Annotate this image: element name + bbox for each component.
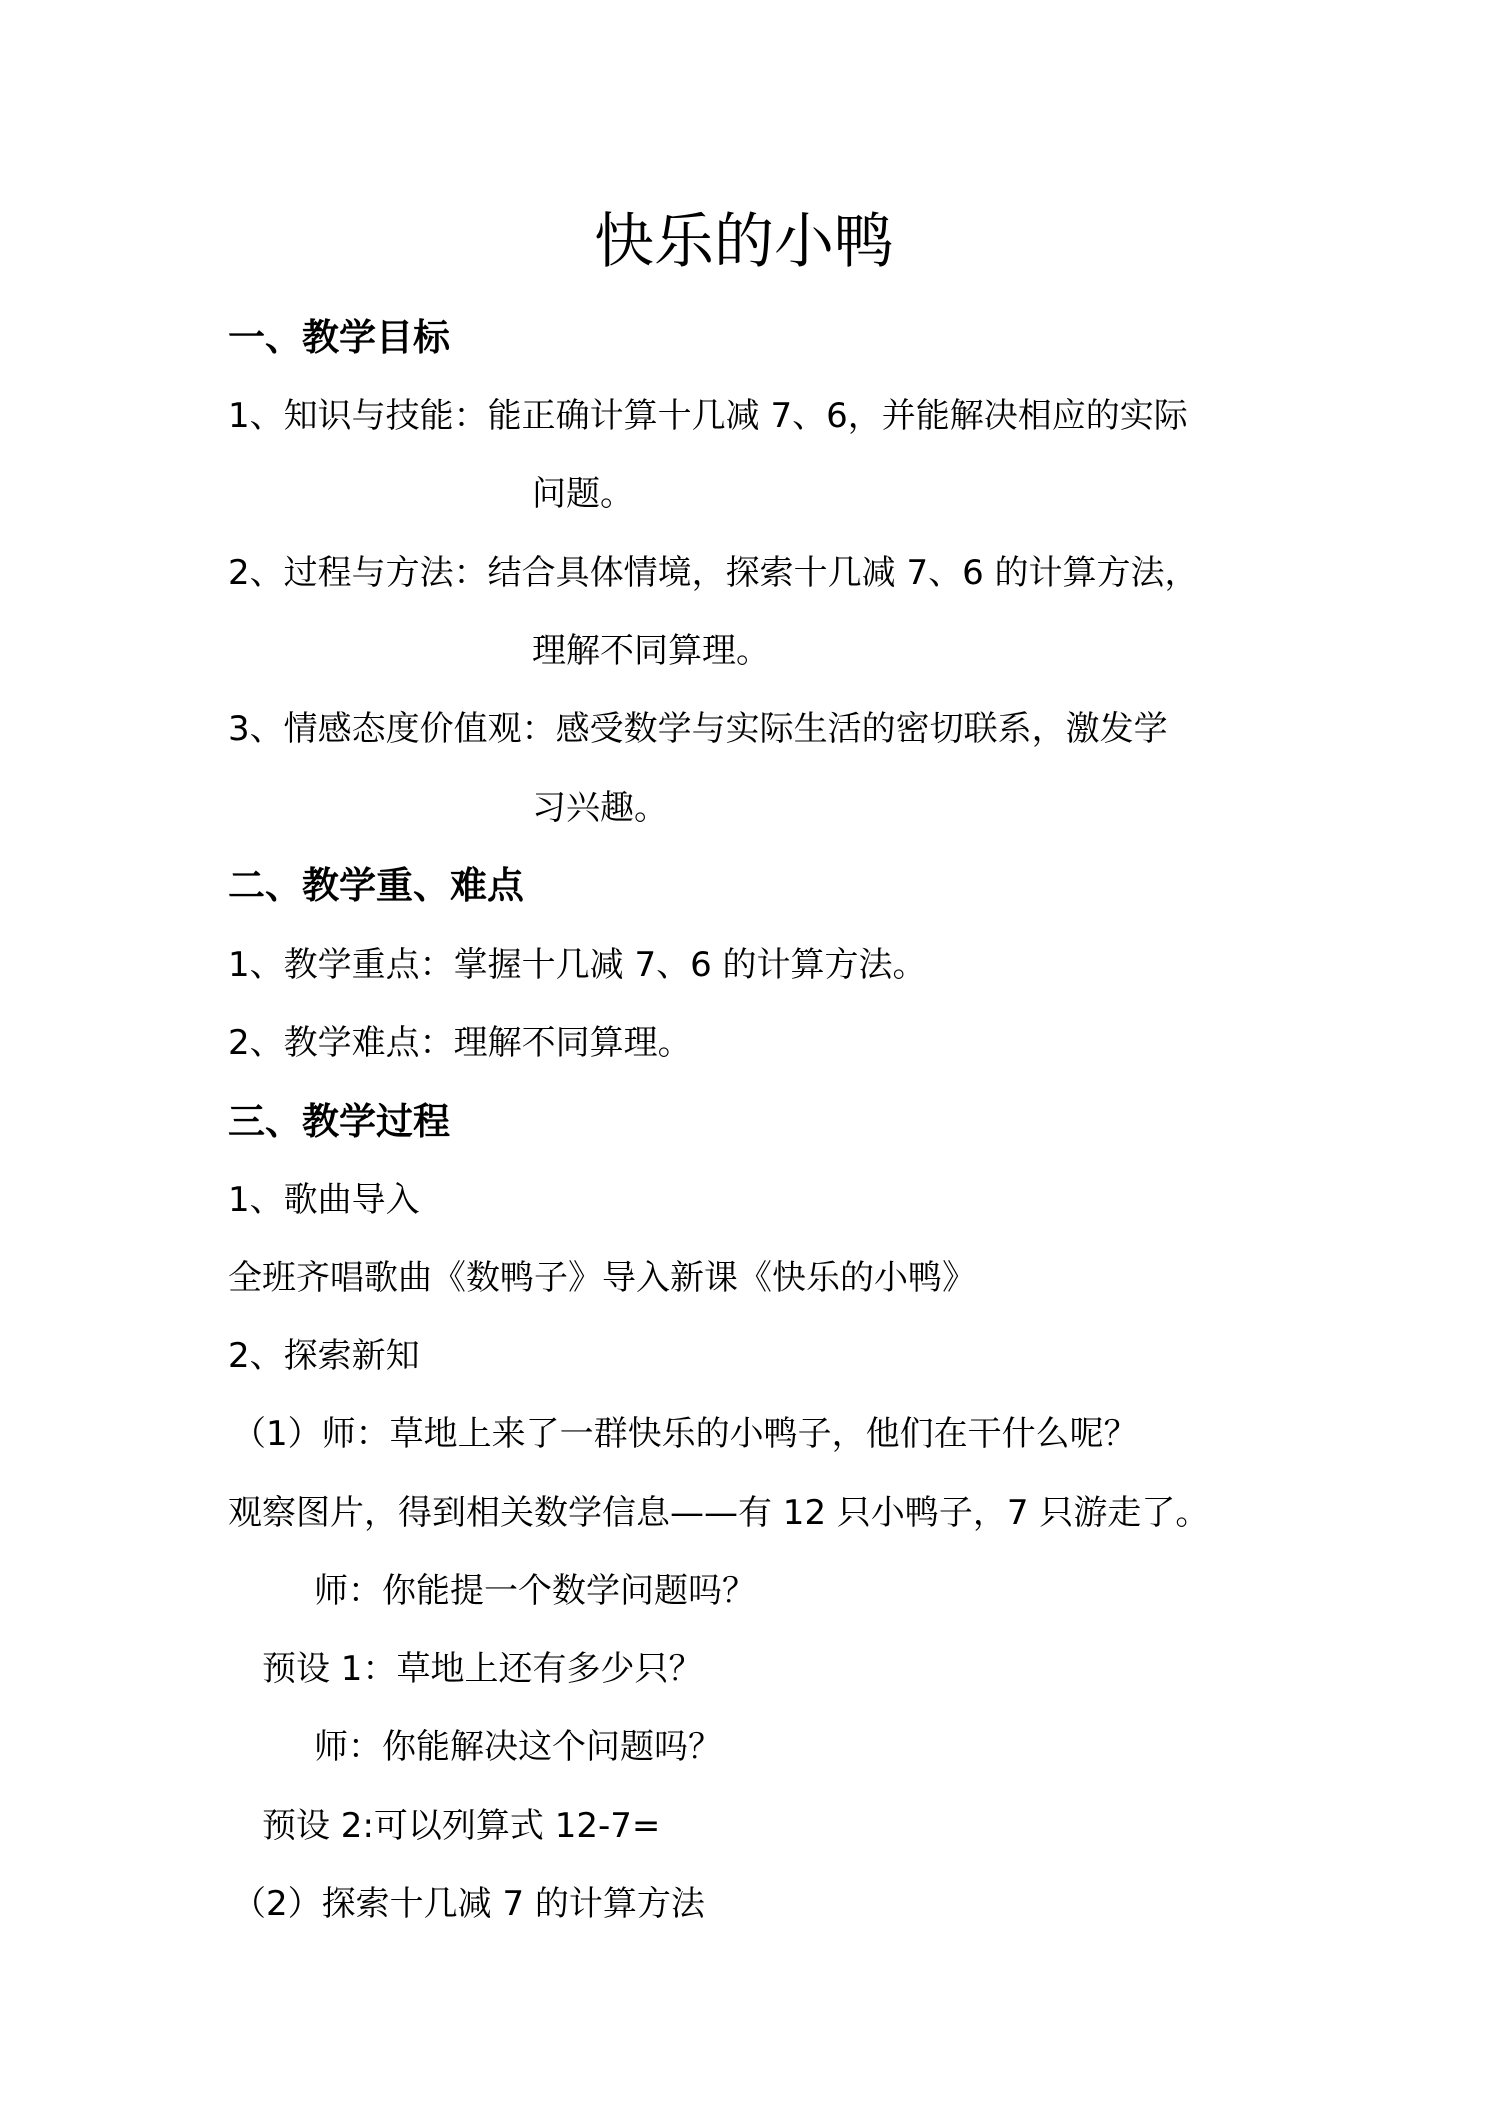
process-step-2-part-1: （1）师：草地上来了一群快乐的小鸭子，他们在干什么呢？ — [232, 1414, 1138, 1454]
preset-answer-1: 预设 1：草地上还有多少只？ — [262, 1649, 703, 1689]
objective-2-line-1: 2、过程与方法：结合具体情境，探索十几减 7、6 的计算方法， — [228, 553, 1199, 593]
section-heading-process: 三、教学过程 — [228, 1100, 450, 1143]
process-step-1: 1、歌曲导入 — [228, 1180, 420, 1220]
objective-3-line-1: 3、情感态度价值观：感受数学与实际生活的密切联系，激发学 — [228, 709, 1168, 749]
objective-1-line-2: 问题。 — [532, 474, 634, 514]
teacher-question-2: 师：你能解决这个问题吗？ — [314, 1727, 722, 1767]
key-point-1: 1、教学重点：掌握十几减 7、6 的计算方法。 — [228, 945, 927, 985]
process-step-2-part-2: （2）探索十几减 7 的计算方法 — [232, 1884, 705, 1924]
preset-answer-2: 预设 2:可以列算式 12-7= — [262, 1806, 661, 1846]
teacher-question-1: 师：你能提一个数学问题吗？ — [314, 1571, 756, 1611]
process-step-1-detail: 全班齐唱歌曲《数鸭子》导入新课《快乐的小鸭》 — [228, 1258, 976, 1298]
process-observation: 观察图片，得到相关数学信息——有 12 只小鸭子，7 只游走了。 — [228, 1493, 1210, 1533]
process-step-2: 2、探索新知 — [228, 1336, 420, 1376]
objective-2-line-2: 理解不同算理。 — [532, 631, 770, 671]
document-title: 快乐的小鸭 — [594, 207, 894, 277]
section-heading-objectives: 一、教学目标 — [228, 316, 450, 359]
objective-3-line-2: 习兴趣。 — [532, 788, 668, 828]
key-point-2: 2、教学难点：理解不同算理。 — [228, 1023, 692, 1063]
objective-1-line-1: 1、知识与技能：能正确计算十几减 7、6，并能解决相应的实际 — [228, 396, 1188, 436]
section-heading-key-points: 二、教学重、难点 — [228, 864, 524, 907]
